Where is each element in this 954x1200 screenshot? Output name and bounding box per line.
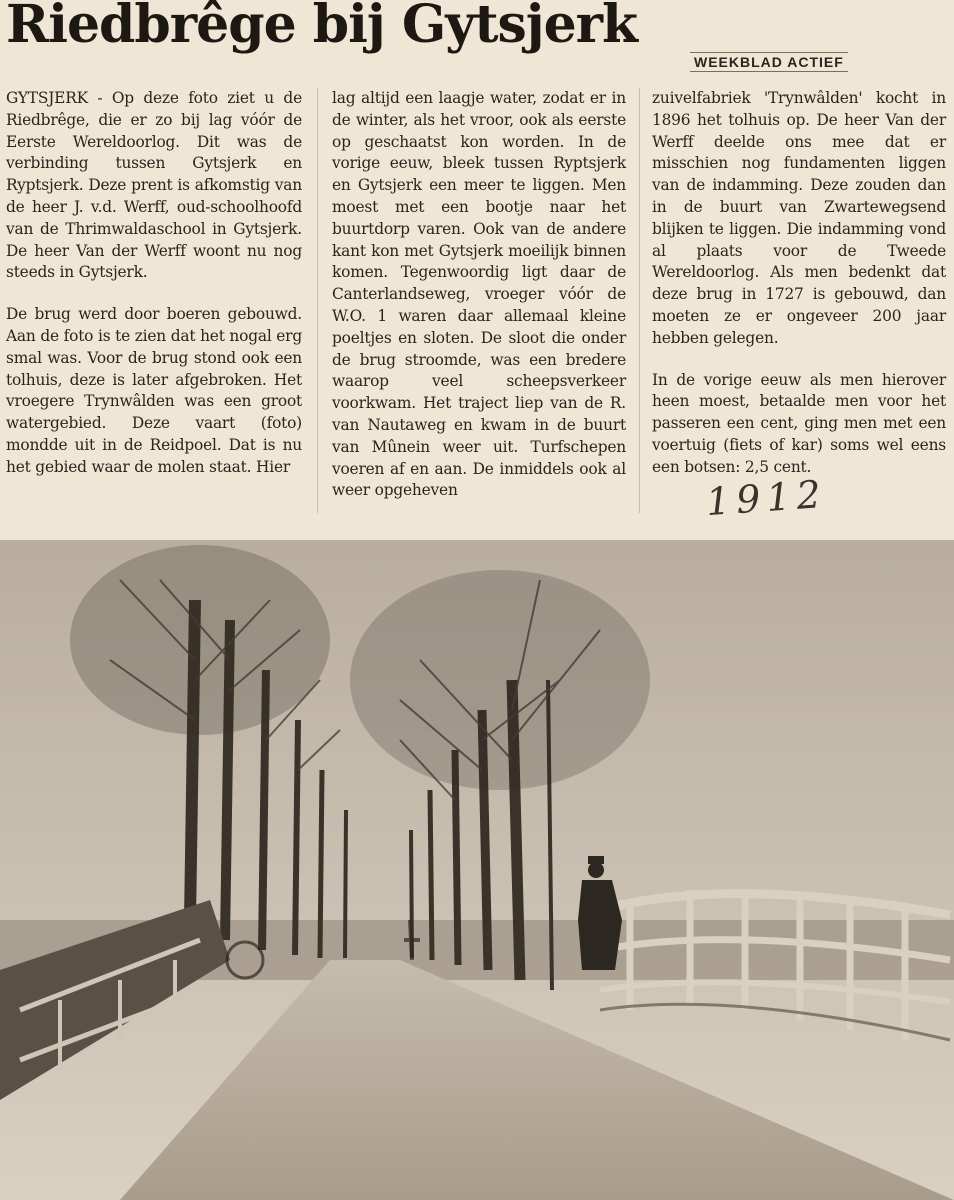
tree-canopy [70,545,330,735]
source-label: WEEKBLAD ACTIEF [690,52,848,72]
handwritten-year: 1912 [704,471,829,525]
paragraph: GYTSJERK - Op deze foto ziet u de Riedbrêge, die er zo bij lag vóór de Eerste Wereldoorlog. Dit was de verbinding tussen Gytsjerk en Ryptsjerk. Deze prent is afkomstig van de heer J. v.d. Werff, oud-schoolhoofd van de Thrimwaldaschool in Gytsjerk. De heer Van der Werff woont nu nog steeds in Gytsjerk. [6,89,302,282]
article-column-2 [332,88,626,522]
paragraph: De brug werd door boeren gebouwd. Aan de foto is te zien dat het nogal erg smal was. Voor de brug stond ook een tolhuis, deze is later afgebroken. Het vroegere Trynwâlden was een groot watergebied. Deze vaart (foto) mondde uit in de Reidpoel. Dat is nu het gebied waar de molen staat. Hier [6,305,302,476]
paragraph: lag altijd een laagje water, zodat er in de winter, als het vroor, ook als eerste op geschaatst kon worden. In de vorige eeuw, bleek tussen Ryptsjerk en Gytsjerk een meer te liggen. Men moest met een bootje naar het buurtdorp varen. Ook van de andere kant kon met Gytsjerk moeilijk binnen komen. Tegenwoordig ligt daar de Canterlandseweg, vroeger vóór de W.O. 1 waren daar allemaal kleine poeltjes en sloten. De sloot die onder de brug stroomde, was een bredere waarop veel scheepsverkeer voorkwam. Het traject liep van de R. van Nautaweg en kwam in de buurt van Mûnein weer uit. Turfschepen voeren af en aan. De inmiddels ook al weer opgeheven [332,89,626,500]
historic-photo [0,540,954,1200]
tree-canopy [350,570,650,790]
paragraph: In de vorige eeuw als men hierover heen moest, betaalde men voor het passeren een cent, ging men met een voertuig (fiets of kar) soms wel eens een botsen: 2,5 cent. [652,370,946,476]
headline: Riedbrêge bij Gytsjerk [6,0,638,55]
article-column-3 [652,88,946,499]
paragraph: zuivelfabriek 'Trynwâlden' kocht in 1896 het tolhuis op. De heer Van der Werff deelde ons mee dat er misschien nog fundamenten liggen van de indamming. Deze zouden dan in de buurt van Zwartewegsend blijken te liggen. Die indamming vond al plaats voor de Tweede Wereldoorlog. Als men bedenkt dat deze brug in 1727 is gebouwd, dan moeten ze er ongeveer 200 jaar hebben gelegen. [652,89,946,347]
bridge-photo-illustration [0,540,954,1200]
column-divider [317,88,318,513]
article-column-1 [6,88,302,499]
column-divider [639,88,640,513]
